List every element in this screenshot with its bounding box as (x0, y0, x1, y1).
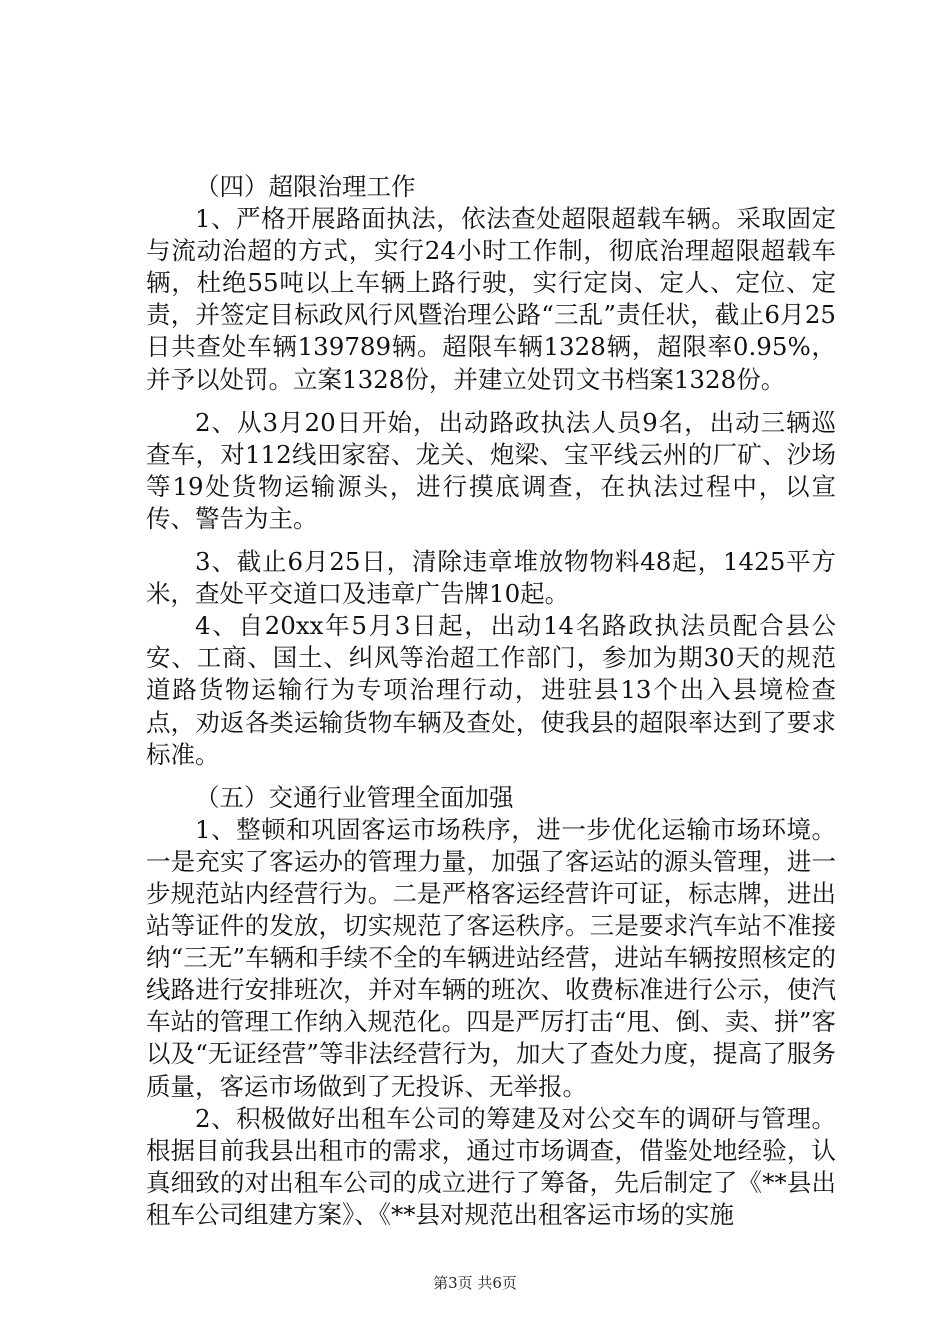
section-heading-5: （五）交通行业管理全面加强 (194, 782, 514, 812)
paragraph-5-1: 1、整顿和巩固客运市场秩序，进一步优化运输市场环境。一是充实了客运办的管理力量，加强了客运站的源头管理，进一步规范站内经营行为。二是严格客运经营许可证，标志牌，进出站等证件的发放，切实规范了客运秩序。三是要求汽车站不准接纳“三无”车辆和手续不全的车辆进站经营，进站车辆按照核定的线路进行安排班次，并对车辆的班次、收费标准进行公示，使汽车站的管理工作纳入规范化。四是严厉打击“甩、倒、卖、拼”客以及“无证经营”等非法经营行为，加大了查处力度，提高了服务质量，客运市场做到了无投诉、无举报。 (146, 814, 836, 1101)
paragraph-4-2: 2、从3月20日开始，出动路政执法人员9名，出动三辆巡查车，对112线田家窑、龙关、炮梁、宝平线云州的厂矿、沙场等19处货物运输源头，进行摸底调查，在执法过程中，以宣传、警告为主。 (146, 407, 836, 533)
document-body (146, 171, 836, 1231)
paragraph-4-1: 1、严格开展路面执法，依法查处超限超载车辆。采取固定与流动治超的方式，实行24小时工作制，彻底治理超限超载车辆，杜绝55吨以上车辆上路行驶，实行定岗、定人、定位、定责，并签定目标政风行风暨治理公路“三乱”责任状，截止6月25日共查处车辆139789辆。超限车辆1328辆，超限率0.95%，并予以处罚。立案1328份，并建立处罚文书档案1328份。 (146, 204, 836, 394)
paragraph-4-4: 4、自20xx年5月3日起，出动14名路政执法员配合县公安、工商、国土、纠风等治超工作部门，参加为期30天的规范道路货物运输行为专项治理行动，进驻县13个出入县境检查点，劝返各类运输货物车辆及查处，使我县的超限率达到了要求标准。 (146, 611, 836, 769)
section-heading-4: （四）超限治理工作 (194, 172, 416, 201)
paragraph-5-2: 2、积极做好出租车公司的筹建及对公交车的调研与管理。根据目前我县出租市的需求，通过市场调查，借鉴处地经验，认真细致的对出租车公司的成立进行了筹备，先后制定了《**县出租车公司组建方案》、《**县对规范出租客运市场的实施 (146, 1103, 836, 1229)
page-number-footer: 第3页 共6页 (433, 1274, 517, 1292)
paragraph-4-3: 3、截止6月25日，清除违章堆放物物料48起，1425平方米，查处平交道口及违章广告牌10起。 (146, 547, 836, 609)
